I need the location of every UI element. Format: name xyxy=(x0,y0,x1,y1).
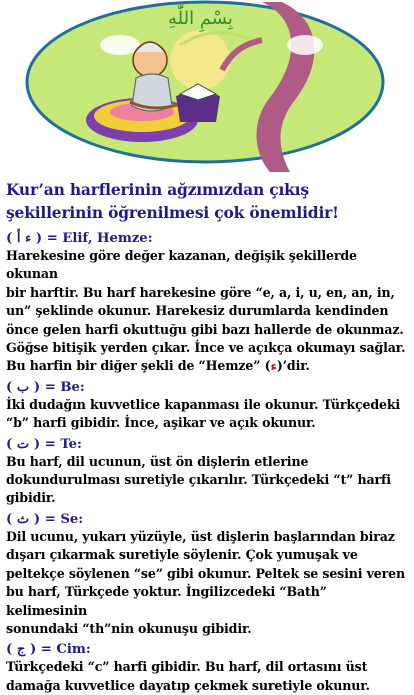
text-line: sonundaki “th”nin okunuşu gibidir. xyxy=(6,620,252,636)
text-line: Türkçedeki “c” harfi gibidir. Bu harf, dil ortasını üst xyxy=(6,659,368,675)
text-line: Göğse bitişik yerden çıkar. İnce ve açıkça okumayı sağlar. xyxy=(6,340,406,356)
text-line: “b” harfi gibidir. İnce, aşikar ve açık okunur. xyxy=(6,415,316,431)
letter-section-se xyxy=(6,511,410,638)
letter-section-te xyxy=(6,436,410,508)
hemze-symbol: ء xyxy=(270,358,277,374)
section-title: ( ث ) = Se: xyxy=(6,511,84,527)
letter-section-elif xyxy=(6,230,410,376)
section-title: ( ت ) = Te: xyxy=(6,436,82,452)
text-line: bir harftir. Bu harf harekesine göre “e, a, i, u, en, an, in, xyxy=(6,284,395,300)
section-text xyxy=(6,528,410,638)
text-line: )’dir. xyxy=(276,358,310,374)
text-line: peltekçe söylenen “se” gibi okunur. Peltek se sesini veren xyxy=(6,565,406,581)
text-line: İki dudağın kuvvetlice kapanması ile okunur. Türkçedeki xyxy=(6,396,401,412)
section-text xyxy=(6,247,410,376)
text-line: gibidir. xyxy=(6,490,56,506)
child-reading-quran-illustration xyxy=(0,0,414,172)
text-line: damağa kuvvetlice dayatıp çekmek suretiyle okunur. xyxy=(6,677,370,693)
arabic-caption: بِسْمِ اللّٰهِ xyxy=(168,8,233,29)
section-title: ( ج ) = Cim: xyxy=(6,642,91,658)
sun-icon xyxy=(170,30,230,90)
heading-line: şekillerinin öğrenilmesi çok önemlidir! xyxy=(6,203,339,222)
text-line: un” şeklinde okunur. Harekesiz durumlarda kendinden xyxy=(6,303,389,319)
bismillah-caption xyxy=(168,3,234,32)
text-line: Bu harf, dil ucunun, üst ön dişlerin etlerine xyxy=(6,453,309,469)
section-text xyxy=(6,453,410,508)
letter-section-cim xyxy=(6,641,410,695)
text-line: dokundurulması suretiyle çıkarılır. Türkçedeki “t” harfi xyxy=(6,472,391,488)
lesson-content xyxy=(6,178,410,695)
heading-line: Kur’an harflerinin ağzımızdan çıkış xyxy=(6,180,309,199)
text-line: bu harf, Türkçede yoktur. İngilizcedeki “Bath” kelimesinin xyxy=(6,584,327,618)
section-text xyxy=(6,658,410,695)
text-line: Harekesine göre değer kazanan, değişik şekillerde okunan xyxy=(6,248,357,282)
page-heading xyxy=(6,178,410,224)
section-title: ( ء أ ) = Elif, Hemze: xyxy=(6,231,153,246)
letter-section-be xyxy=(6,379,410,433)
text-line: dışarı çıkarmak suretiyle söylenir. Çok yumuşak ve xyxy=(6,547,358,563)
text-line: Dil ucunu, yukarı yüzüyle, üst dişlerin başlarından biraz xyxy=(6,528,395,544)
section-text xyxy=(6,396,410,433)
text-line: önce gelen harfi okuttuğu gibi bazı hallerde de okunmaz. xyxy=(6,321,404,337)
text-line: Bu harfin bir diğer şekli de “Hemze” ( xyxy=(6,358,271,374)
section-title: ( ب ) = Be: xyxy=(6,379,85,395)
